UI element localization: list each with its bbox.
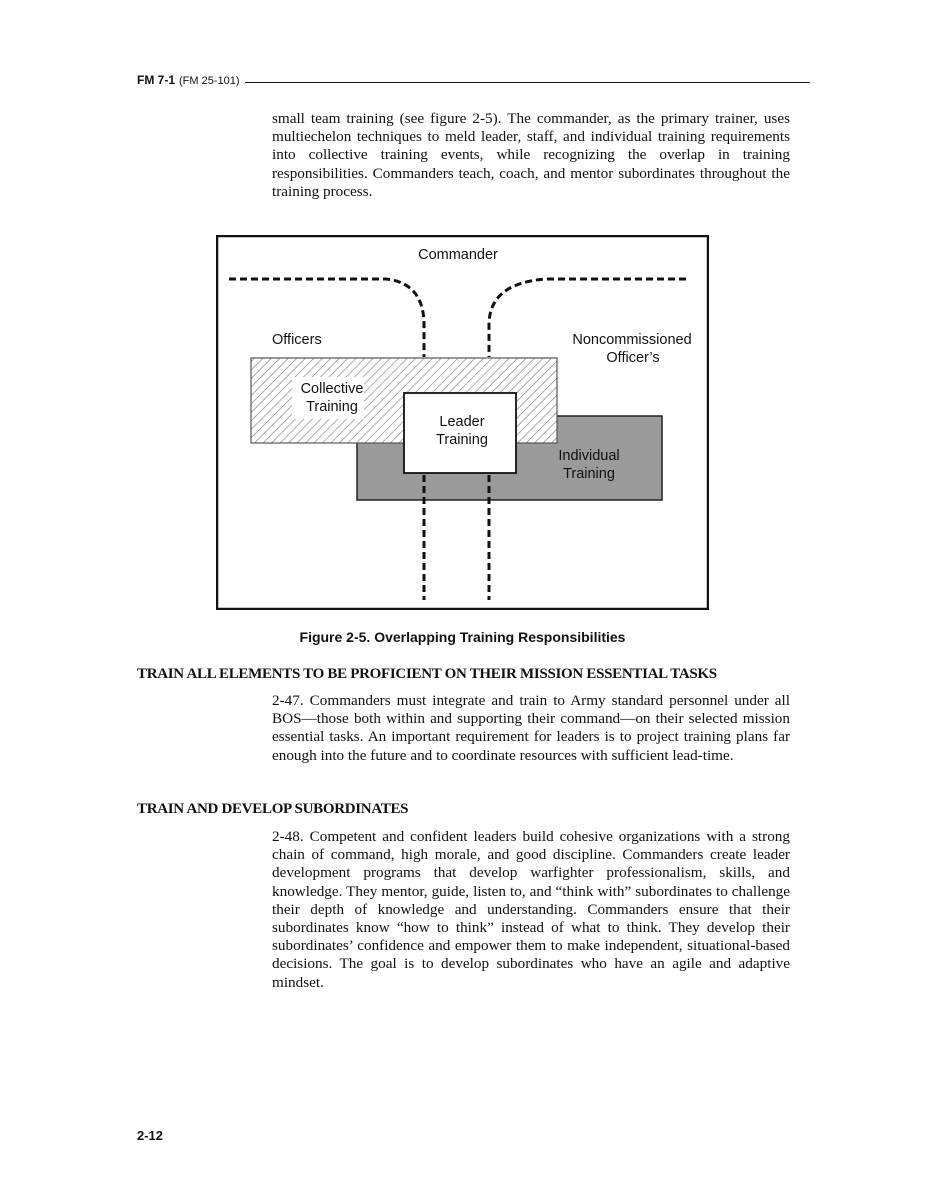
intro-paragraph: small team training (see figure 2-5). The commander, as the primary trainer, uses multiechelon techniques to meld leader, staff, and individual training requirements into collective training events, while recognizing the overlap in training responsibilities. Commanders teach, coach, and mentor subordinates throughout the training process. [272, 110, 790, 200]
label-collective-2: Training [306, 399, 358, 415]
label-leader-2: Training [436, 432, 488, 448]
label-collective-1: Collective [300, 381, 364, 397]
running-header [137, 73, 810, 87]
figure-caption: Figure 2-5. Overlapping Training Responsibilities [299, 629, 626, 645]
label-officers: Officers [272, 332, 322, 348]
section-heading: TRAIN AND DEVELOP SUBORDINATES [137, 801, 409, 817]
section-paragraph: 2-48. Competent and confident leaders build cohesive organizations with a strong chain of command, high morale, and good discipline. Commanders create leader development programs that develop warfighter professionalism, skills, and knowledge. They mentor, guide, listen to, and “think with” subordinates to challenge their depth of knowledge and understanding. Commanders ensure that their subordinates know “how to think” instead of what to think. They develop their subordinates’ confidence and empower them to make independent, situational-based decisions. The goal is to develop subordinates who have an agile and adaptive mindset. [272, 828, 790, 991]
section-heading: TRAIN ALL ELEMENTS TO BE PROFICIENT ON THEIR MISSION ESSENTIAL TASKS [137, 666, 717, 682]
label-individual-2: Training [563, 466, 615, 482]
page-number: 2-12 [137, 1128, 164, 1143]
section-paragraph: 2-47. Commanders must integrate and train to Army standard personnel under all BOS—those both within and supporting their command—on their selected mission essential tasks. An important requirement for leaders is to project training plans far enough into the future and to coordinate resources with sufficient lead-time. [272, 692, 790, 764]
label-commander: Commander [418, 247, 498, 263]
header-rule [245, 82, 810, 83]
label-individual-1: Individual [558, 448, 620, 464]
doc-alt-id: (FM 25-101) [179, 75, 240, 87]
figure-2-5 [216, 235, 709, 610]
label-nco-2: Officer’s [606, 350, 660, 366]
label-nco-1: Noncommissioned [572, 332, 692, 348]
label-leader-1: Leader [439, 414, 485, 430]
training-diagram [216, 235, 709, 610]
doc-id: FM 7-1 [137, 73, 176, 87]
